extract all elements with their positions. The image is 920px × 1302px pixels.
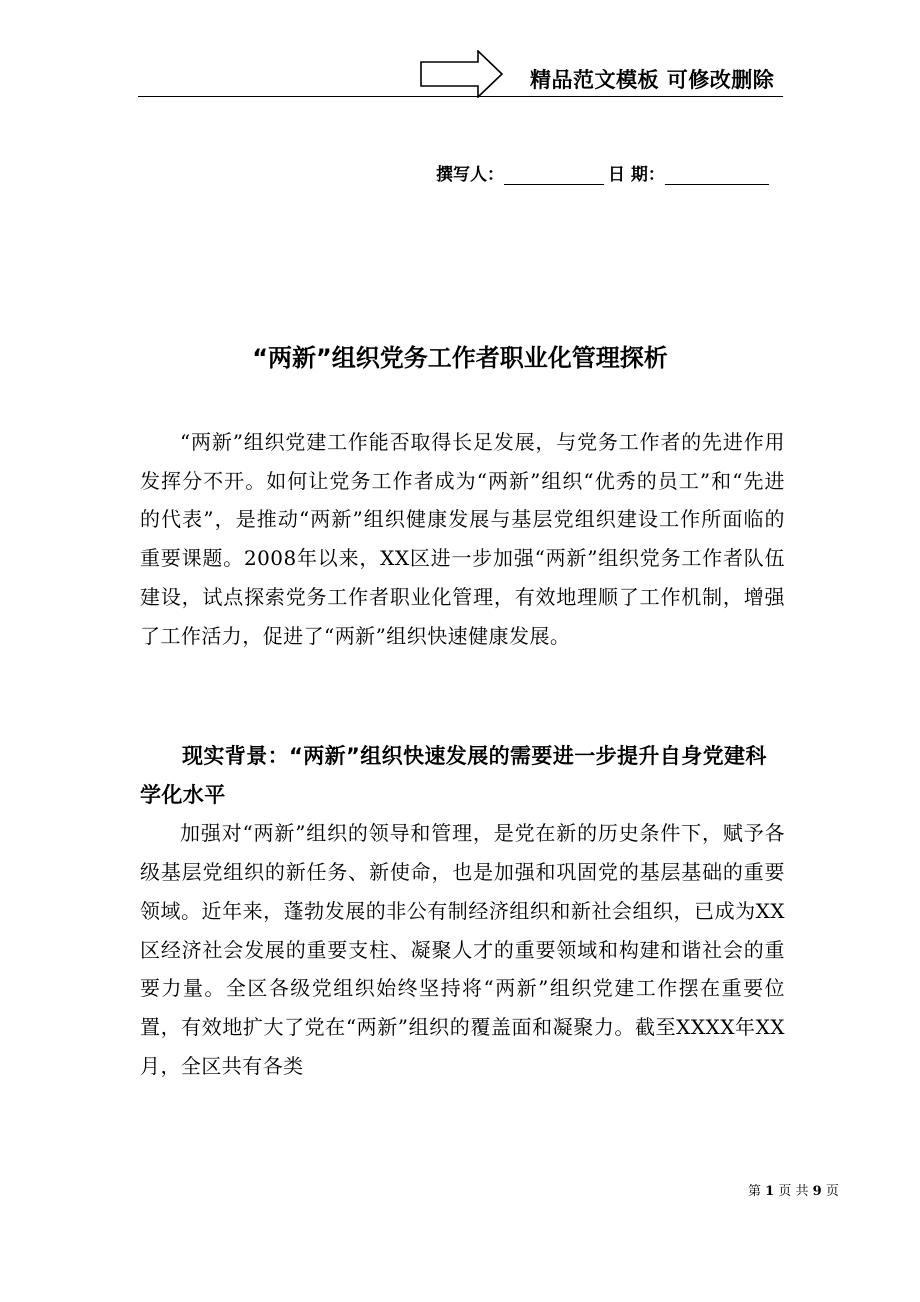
current-page-number: 1	[765, 1184, 775, 1199]
section-heading: 现实背景：“两新”组织快速发展的需要进一步提升自身党建科学化水平	[140, 744, 767, 807]
document-title: “两新”组织党务工作者职业化管理探析	[252, 344, 668, 372]
footer-middle: 页 共	[778, 1184, 809, 1199]
footer-prefix: 第	[748, 1184, 762, 1199]
page-number-footer	[748, 1180, 839, 1199]
intro-section	[140, 423, 785, 655]
date-label: 日 期：	[608, 165, 665, 185]
header-divider	[138, 96, 783, 97]
date-blank-field	[665, 166, 769, 185]
author-date-line	[436, 160, 769, 185]
author-blank-field	[504, 166, 604, 185]
header-banner-text: 精品范文模板 可修改删除	[530, 68, 775, 92]
total-page-number: 9	[812, 1184, 822, 1199]
body-paragraph: 加强对“两新”组织的领导和管理，是党在新的历史条件下，赋予各级基层党组织的新任务、新使命，也是加强和巩固党的基层基础的重要领域。近年来，蓬勃发展的非公有制经济组织和新社会组织，已成为XX区经济社会发展的重要支柱、凝聚人才的重要领域和构建和谐社会的重要力量。全区各级党组织始终坚持将“两新”组织党建工作摆在重要位置，有效地扩大了党在“两新”组织的覆盖面和凝聚力。截至XXXX年XX月，全区共有各类	[140, 821, 785, 1078]
footer-suffix: 页	[825, 1184, 839, 1199]
background-section	[140, 737, 785, 1085]
author-label: 撰写人：	[436, 165, 504, 185]
body-paragraph: “两新”组织党建工作能否取得长足发展，与党务工作者的先进作用发挥分不开。如何让党务工作者成为“两新”组织“优秀的员工”和“先进的代表”，是推动“两新”组织健康发展与基层党组织建设工作所面临的重要课题。2008年以来，XX区进一步加强“两新”组织党务工作者队伍建设，试点探索党务工作者职业化管理，有效地理顺了工作机制，增强了工作活力，促进了“两新”组织快速健康发展。	[140, 430, 785, 648]
arrow-right-icon	[420, 50, 504, 98]
